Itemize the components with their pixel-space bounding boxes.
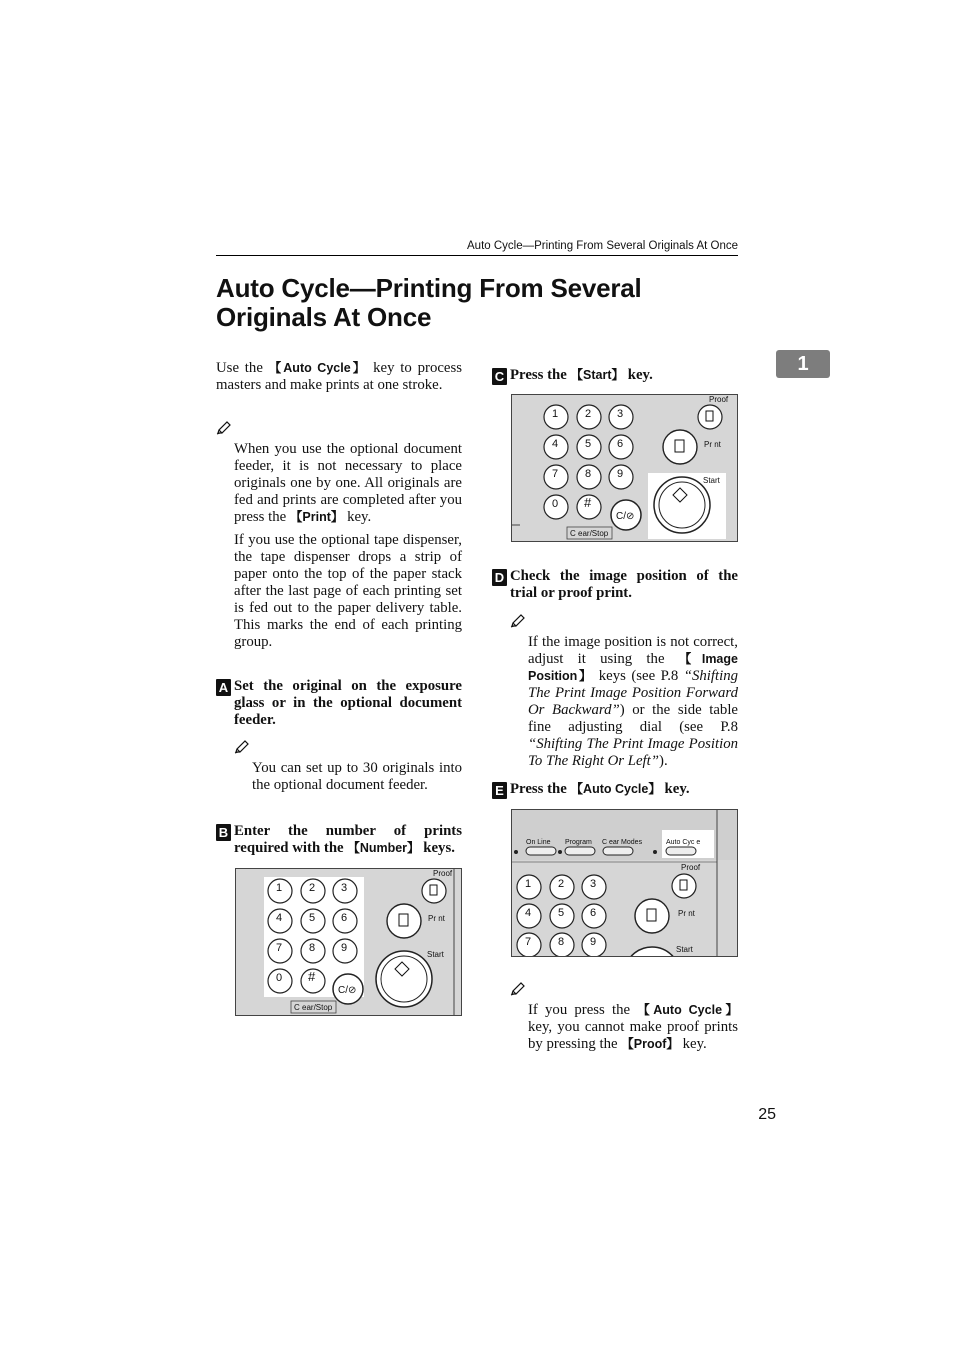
key-label-hash: # bbox=[584, 495, 592, 510]
proof-key bbox=[672, 874, 696, 898]
key-label-9: 9 bbox=[617, 468, 624, 480]
note-tape-dispenser: If you use the optional tape dispenser, the tape dispenser drops a strip of paper onto the top of the paper stack after the last page of each printing set is fed out to the paper delivery table. This marks the end of each printing group. bbox=[234, 532, 462, 650]
start-label: Start bbox=[427, 950, 444, 959]
key-label-6: 6 bbox=[590, 907, 597, 919]
key-label-5: 5 bbox=[558, 907, 565, 919]
figure-auto-cycle-key bbox=[511, 809, 738, 957]
print-key-ref: 【Print】 bbox=[289, 510, 344, 524]
note-icon bbox=[510, 614, 526, 628]
key-label-9: 9 bbox=[341, 942, 348, 954]
key-label-7: 7 bbox=[525, 936, 532, 948]
auto-cycle-key-ref: 【Auto Cycle】 bbox=[637, 1003, 738, 1017]
note-document-feeder: When you use the optional document feeder, it is not necessary to place originals one by one. All originals are fed and prints are completed after you press the 【Print】 key. bbox=[234, 441, 462, 525]
key-label-7: 7 bbox=[552, 468, 559, 480]
proof-key bbox=[422, 879, 446, 903]
step-5-text: Press the 【Auto Cycle】 key. bbox=[510, 781, 690, 797]
key-label-6: 6 bbox=[341, 912, 348, 924]
proof-label: Proof bbox=[433, 869, 453, 878]
start-label: Start bbox=[703, 476, 720, 485]
proof-label: Proof bbox=[709, 395, 729, 404]
page-ref-1[interactable]: P.8 bbox=[660, 668, 679, 684]
key-label-8: 8 bbox=[309, 942, 316, 954]
step-number-5: E bbox=[492, 782, 507, 799]
key-label-7: 7 bbox=[276, 942, 283, 954]
key-label-5: 5 bbox=[309, 912, 316, 924]
title-line-1: Auto Cycle—Printing From Several bbox=[216, 273, 642, 303]
auto-cycle-key bbox=[666, 847, 696, 855]
step-number-2: B bbox=[216, 824, 231, 841]
print-label: Pr nt bbox=[704, 440, 721, 449]
print-key bbox=[663, 430, 697, 464]
key-label-9: 9 bbox=[590, 936, 597, 948]
key-label-5: 5 bbox=[585, 438, 592, 450]
clear-stop-label: C ear/Stop bbox=[294, 1003, 333, 1012]
clear-modes-label: C ear Modes bbox=[602, 839, 643, 846]
page-number: 25 bbox=[758, 1106, 776, 1123]
key-label-0: 0 bbox=[552, 498, 559, 510]
number-key-ref: 【Number】 bbox=[347, 841, 420, 855]
image-position-key-ref: 【Image Position】 bbox=[528, 652, 738, 683]
step-2 bbox=[216, 823, 462, 857]
step-number-1: A bbox=[216, 679, 231, 696]
key-label-8: 8 bbox=[585, 468, 592, 480]
step-4-text: Check the image position of the trial or proof print. bbox=[510, 568, 738, 601]
intro-notes bbox=[234, 441, 462, 651]
online-key bbox=[526, 847, 556, 855]
key-label-1: 1 bbox=[525, 878, 532, 890]
proof-label: Proof bbox=[681, 863, 701, 872]
step-4-note: If the image position is not correct, adjust it using the 【Image Position】 keys (see P.8 “Shifting The Print Image Position Forward Or Backward”) or the side table fine adjusting dial (see P.8 “Shifting The Print Image Position To The Right Or Left”). bbox=[528, 634, 739, 769]
step-1-text: Set the original on the exposure glass or in the optional document feeder. bbox=[234, 678, 462, 728]
key-label-8: 8 bbox=[558, 936, 565, 948]
key-label-2: 2 bbox=[309, 882, 316, 894]
clear-modes-key bbox=[603, 847, 633, 855]
step-2-text: Enter the number of prints required with the 【Number】 keys. bbox=[234, 823, 462, 856]
auto-cycle-key-ref: 【Auto Cycle】 bbox=[570, 782, 661, 796]
figure-number-keys bbox=[235, 868, 462, 1016]
clear-stop-key-label: C/⊘ bbox=[616, 511, 635, 522]
key-label-4: 4 bbox=[276, 912, 283, 924]
print-label: Pr nt bbox=[428, 914, 445, 923]
left-column bbox=[216, 360, 462, 394]
chapter-tab: 1 bbox=[776, 350, 830, 378]
auto-cycle-key-ref: 【Auto Cycle】 bbox=[268, 361, 368, 375]
print-label: Pr nt bbox=[678, 909, 695, 918]
intro-paragraph: Use the 【Auto Cycle】 key to process masters and make prints at one stroke. bbox=[216, 360, 462, 393]
note-icon bbox=[510, 982, 526, 996]
program-key bbox=[565, 847, 595, 855]
key-label-0: 0 bbox=[276, 972, 283, 984]
step-5 bbox=[492, 781, 738, 798]
print-key bbox=[635, 899, 669, 933]
key-label-3: 3 bbox=[341, 882, 348, 894]
step-number-4: D bbox=[492, 569, 507, 586]
key-label-3: 3 bbox=[590, 878, 597, 890]
step-1-note: You can set up to 30 originals into the optional document feeder. bbox=[252, 760, 462, 793]
running-header: Auto Cycle—Printing From Several Originals At Once bbox=[216, 240, 738, 256]
key-label-4: 4 bbox=[525, 907, 532, 919]
start-label: Start bbox=[676, 945, 693, 954]
key-label-1: 1 bbox=[552, 408, 559, 420]
page-ref-2[interactable]: P.8 bbox=[720, 719, 738, 735]
clear-stop-label: C ear/Stop bbox=[570, 529, 609, 538]
step-1 bbox=[216, 678, 462, 729]
page-title bbox=[216, 274, 736, 332]
key-label-4: 4 bbox=[552, 438, 559, 450]
step-3-text: Press the 【Start】 key. bbox=[510, 367, 653, 383]
figure-start-key bbox=[511, 394, 738, 542]
proof-key bbox=[698, 405, 722, 429]
key-label-1: 1 bbox=[276, 882, 283, 894]
key-label-6: 6 bbox=[617, 438, 624, 450]
print-key bbox=[387, 904, 421, 938]
note-icon bbox=[216, 421, 232, 435]
key-label-3: 3 bbox=[617, 408, 624, 420]
step-5-note: If you press the 【Auto Cycle】 key, you cannot make proof prints by pressing the 【Proof】 key. bbox=[528, 1002, 738, 1052]
step-number-3: C bbox=[492, 368, 507, 385]
clear-stop-key-label: C/⊘ bbox=[338, 985, 357, 996]
step-3 bbox=[492, 367, 738, 384]
auto-cycle-label: Auto Cyc e bbox=[666, 839, 701, 846]
key-label-2: 2 bbox=[585, 408, 592, 420]
title-line-2: Originals At Once bbox=[216, 302, 432, 332]
key-label-2: 2 bbox=[558, 878, 565, 890]
proof-key-ref: 【Proof】 bbox=[621, 1037, 679, 1051]
program-label: Program bbox=[565, 839, 592, 846]
step-4 bbox=[492, 568, 738, 602]
online-label: On Line bbox=[526, 839, 551, 846]
note-icon bbox=[234, 740, 250, 754]
key-label-hash: # bbox=[308, 969, 316, 984]
start-key-ref: 【Start】 bbox=[570, 368, 625, 382]
